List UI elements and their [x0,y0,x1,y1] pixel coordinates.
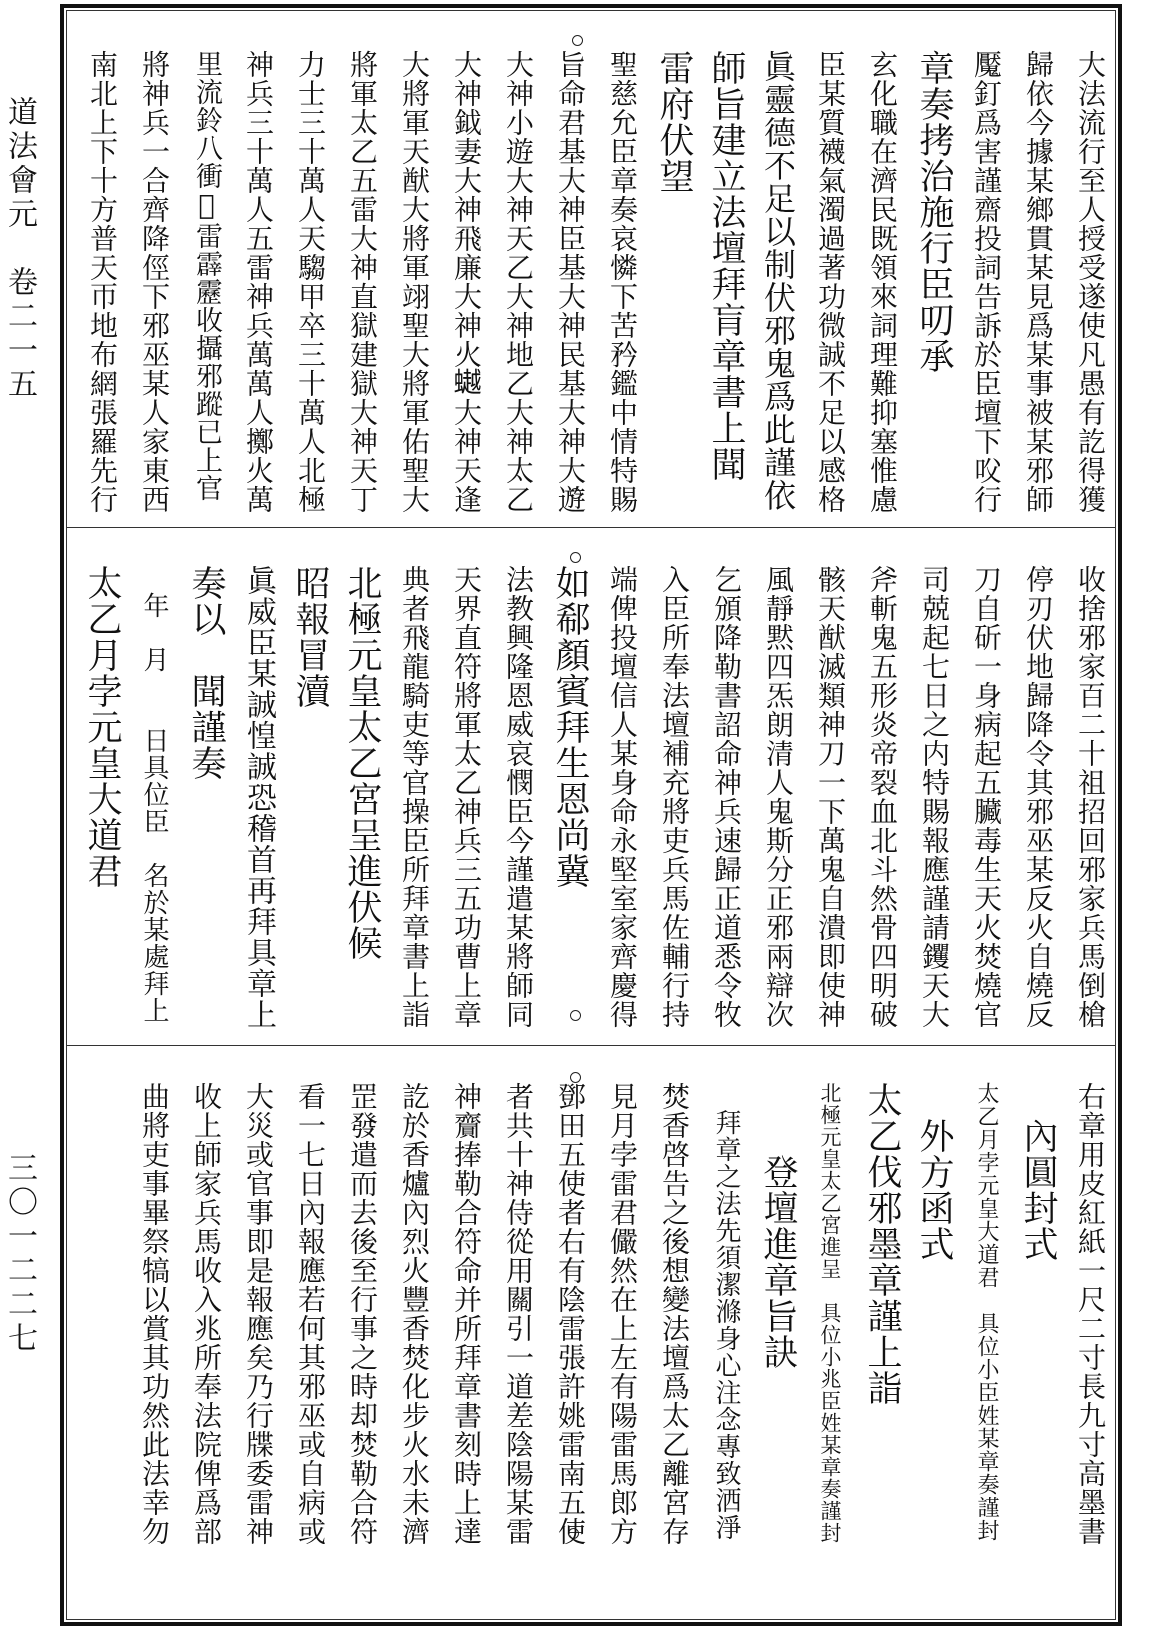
text-column: 眞威臣某誠惶誠恐稽首再拜具章上 [241,565,276,1030]
text-column: 大神鉞妻大神飛廉大神火𧑅大神天逢 [450,50,483,514]
text-column: 玄化職在濟民既領來詞理難抑塞惟慮 [866,50,899,514]
text-column: 神兵三十萬人五雷神兵萬萬人擲火萬 [242,50,275,514]
text-column: 奏以 聞謹奏 [186,565,226,781]
text-column: 內圓封式 [1018,1082,1058,1262]
text-column: 停刃伏地歸降令其邪巫某反火自燒反 [1022,565,1055,1029]
text-column: 法教興隆恩威哀憫臣今謹遣某將師同 [502,565,535,1029]
text-column: 昭報冒瀆 [290,565,330,709]
text-column: 拜章之法先須潔滌身心注念專致洒淨 [711,1082,741,1541]
text-column: 鄧田五使者右有陰雷張許姚雷南五使 [554,1082,587,1546]
register-upper [72,50,1112,518]
text-column: 將軍太乙五雷大神直獄建獄大神天丁 [346,50,379,514]
text-column: 大法流行至人授受遂使凡愚有訖得獲 [1074,50,1107,514]
text-column: 歸依今據某鄉貫某見爲某事被某邪師 [1022,50,1055,514]
text-column: 曲將吏事畢祭犒以賞其功然此法幸勿 [138,1082,171,1546]
text-column: 神齎捧勒合符命并所拜章書刻時上達 [450,1082,483,1546]
text-column: 外方函式 [914,1082,954,1262]
register-middle [72,565,1112,1035]
text-column: 收上師家兵馬收入兆所奉法院俾爲部 [190,1082,223,1546]
text-column: 罡發遣而去後至行事之時却焚勒合符 [346,1082,379,1546]
text-column: 骸天猷滅類神刀一下萬鬼自潰即使神 [814,565,847,1029]
text-column: 里流鈴八衝𩆍雷霹靂收攝邪蹤已上官 [191,50,222,502]
text-column: 看一七日內報應若何其邪巫或自病或 [294,1082,327,1546]
text-column: 南北上下十方普天帀地布網張羅先行 [86,50,119,514]
text-column: 收捨邪家百二十祖招回邪家兵馬倒槍 [1074,565,1107,1029]
text-column: 師旨建立法壇拜肓章書上聞 [706,50,746,482]
text-column: 年 月 日具位臣 名於某處拜上 [139,565,169,1024]
text-column: 風靜黙四炁朗清人鬼斯分正邪兩辯次 [762,565,795,1029]
text-column: 聖慈允臣章奏哀憐下苦矜鑑中情特賜 [606,50,639,514]
text-column: 雷府伏望 [654,50,694,194]
text-column: 斧斬鬼五形炎帝裂血北斗然骨四明破 [866,565,899,1029]
text-column: 焚香啓告之後想變法壇爲太乙離宮存 [658,1082,691,1546]
text-column: 旨命君基大神臣基大神民基大神大遊 [554,50,587,514]
text-column: 乞頒降勒書詔命神兵速歸正道悉令牧 [710,565,743,1029]
punctuation-circle [570,552,581,563]
text-column: 司兢起七日之内特賜報應謹請钁天大 [918,565,951,1029]
text-column: 臣某質襪氣濁過著功微誠不足以感格 [814,50,847,514]
text-column: 登壇進章旨訣 [758,1082,798,1370]
text-column: 典者飛龍騎吏等官操臣所拜章書上詣 [398,565,431,1029]
running-title: 道法會元 卷二一五 [2,96,37,402]
text-column: 魘釘爲害謹齋投詞告訴於臣壇下㕮行 [970,50,1003,514]
text-column: 者共十神侍從用關引一道差陰陽某雷 [502,1082,535,1546]
text-column: 太乙月孛元皇大道君 [82,565,122,889]
text-column: 太乙月孛元皇大道君 具位小臣姓某章奏謹封 [974,1082,999,1542]
punctuation-circle [572,35,583,46]
text-column: 右章用皮紅紙一尺二寸長九寸高墨書 [1074,1082,1107,1546]
text-column: 見月孛雷君儼然在上左有陽雷馬郎方 [606,1082,639,1546]
text-column: 章奏拷治施行臣叨承 [914,50,954,374]
text-column: 將神兵一合齊降俓下邪巫某人家東西 [138,50,171,514]
text-column: 眞靈德不足以制伏邪鬼爲此謹依 [759,50,797,512]
text-column: 大將軍天猷大將軍翊聖大將軍佑聖大 [398,50,431,514]
text-column: 天界直符將軍太乙神兵三五功曹上章 [450,565,483,1029]
register-divider-2 [66,1045,1116,1046]
register-divider-1 [66,527,1116,528]
text-column: 刀自斫一身病起五臟毒生天火焚燒官 [970,565,1003,1029]
text-column: 北極元皇太乙宮呈進伏候 [342,565,382,961]
text-column: 大神小遊大神天乙大神地乙大神太乙 [502,50,535,514]
text-column: 力士三十萬人天騶甲卒三十萬人北極 [294,50,327,514]
text-column: 入臣所奉法壇補充將吏兵馬佐輔行持 [658,565,691,1029]
text-column: 端俾投壇信人某身命永堅室家齊慶得 [606,565,639,1029]
text-column: 大災或官事即是報應矣乃行牒委雷神 [242,1082,275,1546]
text-column: 如郗顏賓拜生恩尚冀 [550,565,590,889]
text-column: 北極元皇太乙宮進呈 具位小兆臣姓某章奏謹封 [818,1082,842,1544]
text-column: 太乙伐邪墨章謹上詣 [862,1082,902,1406]
text-column: 訖於香爐內烈火豐香焚化步火水未濟 [398,1082,431,1546]
folio-number: 三〇一二二七 [2,1152,37,1356]
register-lower [72,1082,1112,1552]
